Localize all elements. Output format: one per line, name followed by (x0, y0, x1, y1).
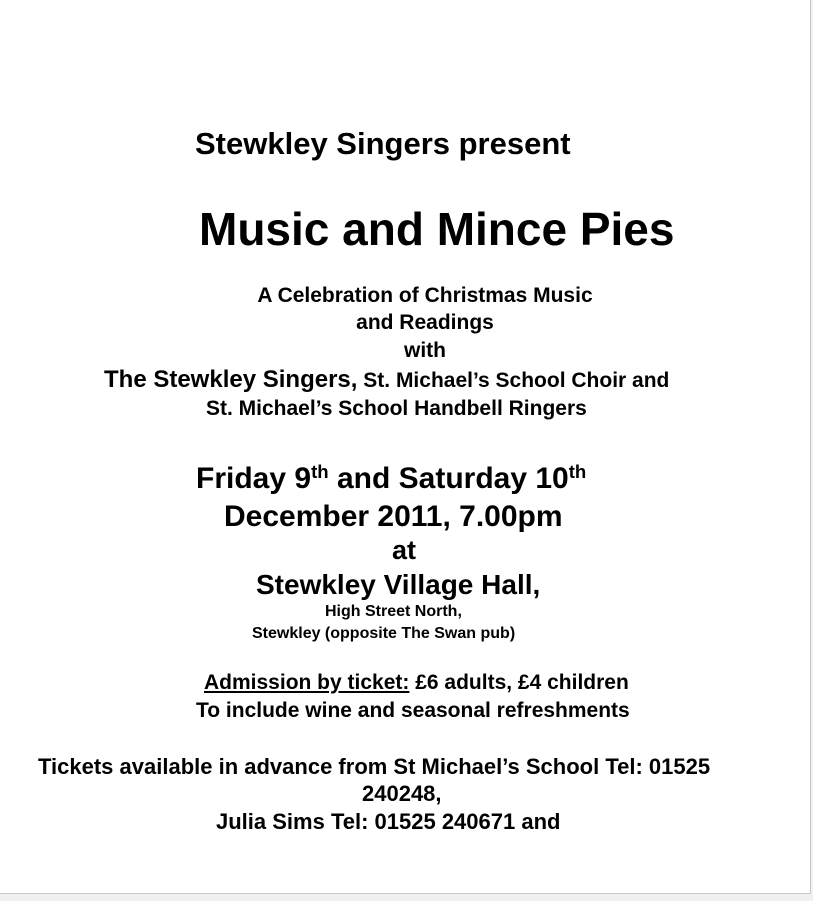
window-bottom-edge (0, 894, 813, 901)
date-sup2: th (568, 460, 587, 482)
date-at: at (392, 535, 417, 565)
subtitle-line-3: with (404, 339, 446, 362)
admission-includes: To include wine and seasonal refreshments (196, 699, 630, 722)
performers-line-1 (104, 366, 669, 394)
date-day1: Friday 9 (196, 462, 312, 495)
performers-rest: St. Michael’s School Choir and (357, 369, 670, 392)
subtitle-line-1: A Celebration of Christmas Music (257, 284, 593, 307)
tickets-line-1: Tickets available in advance from St Michael’s School Tel: 01525 (38, 754, 711, 779)
performers-main: The Stewkley Singers, (104, 366, 358, 393)
tickets-line-3: Julia Sims Tel: 01525 240671 and (216, 809, 561, 834)
performers-line-2: St. Michael’s School Handbell Ringers (206, 397, 587, 420)
date-sup1: th (311, 460, 329, 482)
event-title: Music and Mince Pies (199, 203, 675, 255)
venue-town: Stewkley (opposite The Swan pub) (252, 625, 516, 642)
subtitle-line-2: and Readings (356, 311, 494, 334)
intro-text: Stewkley Singers present (195, 126, 571, 161)
admission-prices: £6 adults, £4 children (409, 671, 629, 694)
venue-name: Stewkley Village Hall, (256, 569, 541, 600)
date-mid: and Saturday 10 (328, 462, 569, 495)
admission-label: Admission by ticket: (204, 671, 410, 694)
admission-line (204, 671, 629, 695)
tickets-line-2: 240248, (362, 781, 442, 806)
venue-street: High Street North, (325, 603, 462, 620)
date-line-2: December 2011, 7.00pm (224, 500, 563, 533)
date-line-1 (196, 462, 586, 496)
